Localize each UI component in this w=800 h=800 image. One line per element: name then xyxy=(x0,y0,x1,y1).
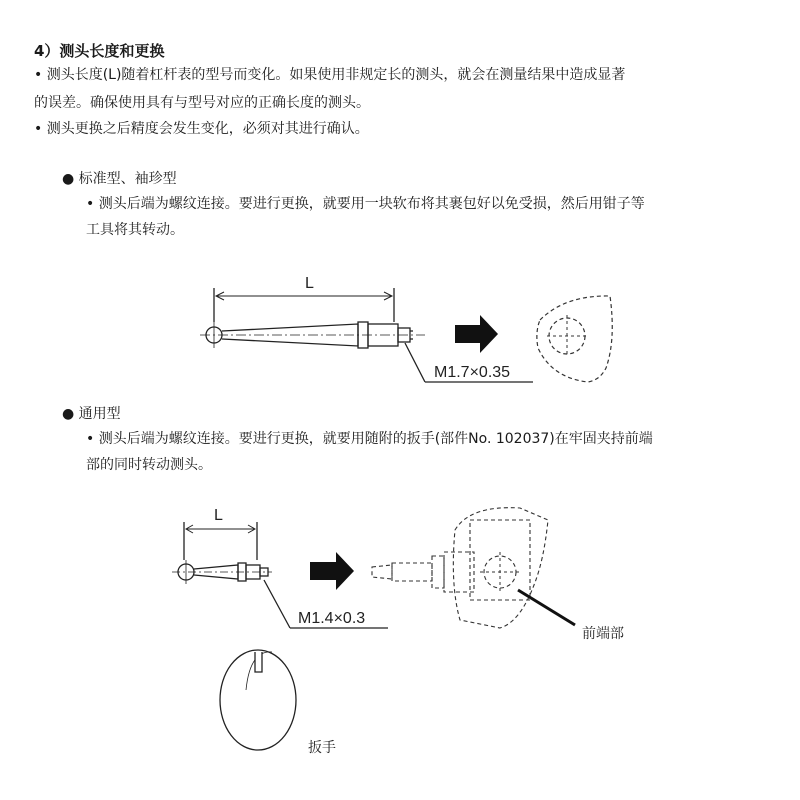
standard-thread-label: M1.7×0.35 xyxy=(434,364,511,381)
dial-outline xyxy=(537,296,612,382)
standard-type-heading: ● 标准型、袖珍型 xyxy=(62,171,177,187)
arrow-right-icon-2 xyxy=(310,552,354,590)
mounted-stylus-outline xyxy=(372,508,548,628)
general-thread-label: M1.4×0.3 xyxy=(298,610,366,627)
section-title: 4）测头长度和更换 xyxy=(34,42,165,60)
bullet-2: • 测头更换之后精度会发生变化，必须对其进行确认。 xyxy=(34,121,369,137)
front-leader-line xyxy=(518,590,575,625)
standard-length-label: L xyxy=(305,275,314,292)
general-length-label: L xyxy=(214,507,223,524)
general-type-line-1: • 测头后端为螺纹连接。要进行更换，就要用随附的扳手(部件No. 102037)在牢固夹持前端 xyxy=(86,431,653,447)
standard-type-line-1: • 测头后端为螺纹连接。要进行更换，就要用一块软布将其裹包好以免受损，然后用钳子等 xyxy=(86,196,645,212)
front-part-label: 前端部 xyxy=(582,625,624,641)
bullet-1-line-1: • 测头长度(L)随着杠杆表的型号而变化。如果使用非规定长的测头，就会在测量结果中造成显著 xyxy=(34,67,626,83)
standard-type-line-2: 工具将其转动。 xyxy=(86,222,184,238)
general-type-heading: ● 通用型 xyxy=(62,406,121,422)
wrench-icon xyxy=(220,650,296,750)
bullet-1-line-2: 的误差。确保使用具有与型号对应的正确长度的测头。 xyxy=(34,95,370,111)
general-type-line-2: 部的同时转动测头。 xyxy=(86,457,212,473)
wrench-label: 扳手 xyxy=(308,739,336,755)
arrow-right-icon xyxy=(455,315,498,353)
